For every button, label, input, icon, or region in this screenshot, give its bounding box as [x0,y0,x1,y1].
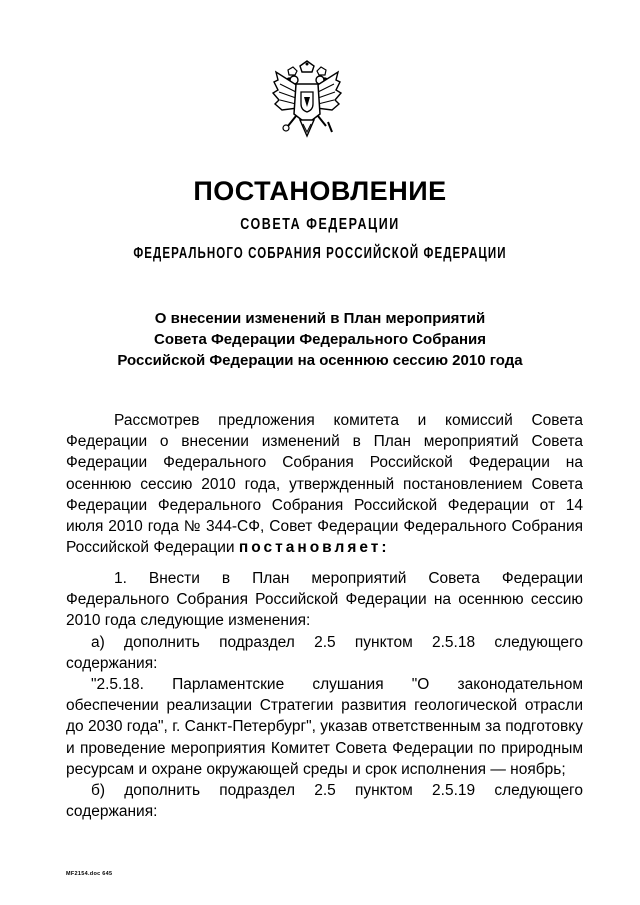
issuing-body-line-1: СОВЕТА ФЕДЕРАЦИИ [240,216,400,233]
subitem-b-paragraph: б) дополнить подраздел 2.5 пунктом 2.5.19 следующего содержания: [66,782,583,821]
document-subject [60,308,580,371]
russian-coat-of-arms-icon [270,60,344,150]
subitem-a-paragraph: а) дополнить подраздел 2.5 пунктом 2.5.18 следующего содержания: [66,633,583,672]
preamble-paragraph [66,410,583,558]
resolution-verb: постановляет: [238,539,390,557]
resolution-items [66,568,583,822]
item-1-paragraph: 1. Внести в План мероприятий Совета Федерации Федерального Собрания Российской Федерации на осеннюю сессию 2010 года следующие изменения: [66,570,583,630]
subject-line: О внесении изменений в План мероприятий [154,310,486,327]
subitem-a-quote-paragraph: "2.5.18. Парламентские слушания "О законодательном обеспечении реализации Стратегии развития геологической отрасли до 2030 года", г. Санкт-Петербург", указав ответственным за подготовку и проведение мероприятия Комитет Совета Федерации по природным ресурсам и охране окружающей среды и срок исполнения — ноябрь; [66,676,583,778]
issuing-body-line-2: ФЕДЕРАЛЬНОГО СОБРАНИЯ РОССИЙСКОЙ ФЕДЕРАЦИИ [133,245,507,262]
document-title: ПОСТАНОВЛЕНИЕ [193,176,447,206]
subject-line: Российской Федерации на осеннюю сессию 2010 года [117,352,523,369]
preamble-text: Рассмотрев предложения комитета и комиссий Совета Федерации о внесении изменений в План мероприятий Совета Федерации Федерального Собрания Российской Федерации на осеннюю сессию 2010 года, утвержденный постановлением Совета Федерации Федерального Собрания Российской Федерации от 14 июля 2010 года № 344-СФ, Совет Федерации Федерального Собрания Российской Федерации [66,412,583,557]
subject-line: Совета Федерации Федерального Собрания [153,331,487,348]
document-code: MF2154.doc 645 [66,871,113,877]
